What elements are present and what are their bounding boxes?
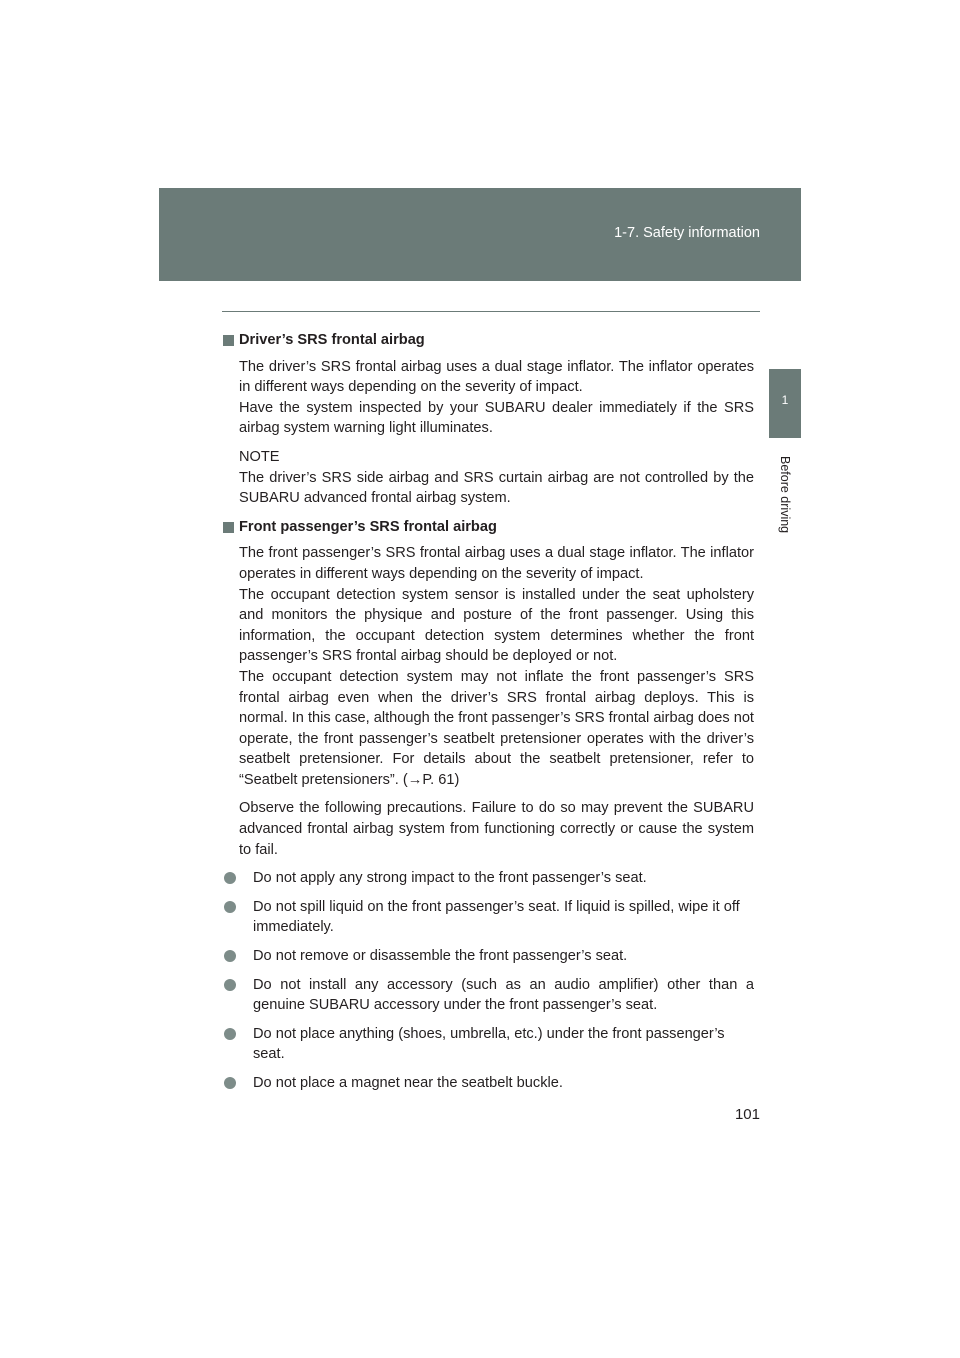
list-item: Do not place anything (shoes, umbrella, etc.) under the front passenger’s seat. <box>222 1024 754 1065</box>
driver-airbag-paragraph <box>239 357 754 439</box>
chapter-number: 1 <box>781 393 789 407</box>
header-rule <box>222 311 760 312</box>
square-bullet-icon <box>223 335 234 346</box>
round-bullet-icon <box>224 872 236 884</box>
driver-airbag-heading: Driver’s SRS frontal airbag <box>222 330 754 351</box>
list-item: Do not remove or disassemble the front passenger’s seat. <box>222 946 754 967</box>
square-bullet-icon <box>223 522 234 533</box>
header-band <box>159 188 801 281</box>
paragraph: The front passenger’s SRS frontal airbag uses a dual stage inflator. The inflator operates in different ways depending on the severity of impact. <box>239 545 754 582</box>
round-bullet-icon <box>224 979 236 991</box>
paragraph: The driver’s SRS frontal airbag uses a dual stage inflator. The inflator operates in different ways depending on the severity of impact. <box>239 358 754 396</box>
round-bullet-icon <box>224 1077 236 1089</box>
list-item: Do not apply any strong impact to the front passenger’s seat. <box>222 868 754 889</box>
passenger-airbag-heading: Front passenger’s SRS frontal airbag <box>222 517 754 538</box>
paragraph: Have the system inspected by your SUBARU dealer immediately if the SRS airbag system warning light illuminates. <box>239 399 754 437</box>
chapter-tab <box>769 369 801 438</box>
paragraph: The occupant detection system sensor is installed under the seat upholstery and monitors the physique and posture of the front passenger. Using this information, the occupant detection system determines whether the front passenger’s SRS frontal airbag should be deployed or not. <box>239 586 754 665</box>
round-bullet-icon <box>224 950 236 962</box>
list-item: Do not place a magnet near the seatbelt buckle. <box>222 1073 754 1094</box>
round-bullet-icon <box>224 901 236 913</box>
note-label: NOTE <box>239 448 280 465</box>
paragraph: The occupant detection system may not inflate the front passenger’s SRS frontal airbag even when the driver’s SRS frontal airbag deploys. This is normal. In this case, although the front passenger’s SRS frontal airbag does not operate, the front passenger’s seatbelt pretensioner operates with the driver’s seatbelt pretensioner. For details about the seatbelt pretensioner, refer to “Seatbelt pretensioners”. (→P. 61) <box>239 668 754 788</box>
list-item: Do not install any accessory (such as an audio amplifier) other than a genuine SUBARU accessory under the front passenger’s seat. <box>222 975 754 1016</box>
precautions-intro: Observe the following precautions. Failure to do so may prevent the SUBARU advanced frontal airbag system from functioning correctly or cause the system to fail. <box>239 800 754 858</box>
page-content <box>222 330 754 1102</box>
round-bullet-icon <box>224 1028 236 1040</box>
section-title: 1-7. Safety information <box>614 225 760 241</box>
chapter-label <box>771 456 799 546</box>
list-item: Do not spill liquid on the front passenger’s seat. If liquid is spilled, wipe it off immediately. <box>222 897 754 938</box>
note-text: The driver’s SRS side airbag and SRS curtain airbag are not controlled by the SUBARU advanced frontal airbag system. <box>239 469 754 507</box>
note-block <box>239 447 754 509</box>
page-number: 101 <box>734 1106 760 1123</box>
passenger-airbag-paragraph <box>239 543 754 790</box>
chapter-label-text: Before driving <box>778 456 792 534</box>
